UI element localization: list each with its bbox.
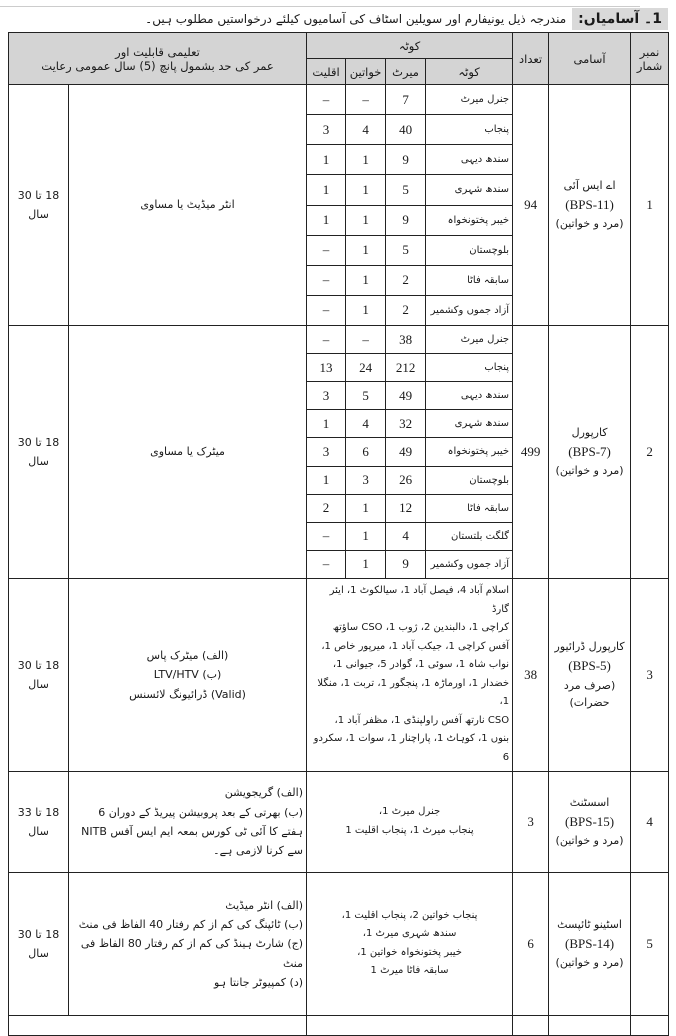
post-bps: (BPS-11) xyxy=(565,196,614,212)
women-value: 1 xyxy=(346,175,386,205)
quota-region: پنجاب xyxy=(426,115,513,145)
merit-value: 9 xyxy=(386,550,426,578)
women-value: 4 xyxy=(346,410,386,438)
header-qualification xyxy=(9,33,307,85)
quota-line: اسلام آباد 4، فیصل آباد 1، سیالکوٹ 1، ایئر گارڈ xyxy=(329,585,510,615)
post-note: (صرف مرد حضرات) xyxy=(563,678,616,710)
women-value: – xyxy=(346,326,386,354)
women-value: 1 xyxy=(346,550,386,578)
quota-region: خیبر پختونخواہ xyxy=(426,205,513,235)
merit-value: 38 xyxy=(386,326,426,354)
count-cell: 38 xyxy=(513,578,549,771)
quota-line: جنرل میرٹ 1، xyxy=(378,806,441,818)
quota-text xyxy=(307,771,513,872)
qualification-cell xyxy=(69,872,307,1015)
quota-region: پنجاب xyxy=(426,354,513,382)
quota-line: CSO نارتھ آفس راولپنڈی 1، مظفر آباد 1، xyxy=(334,714,510,726)
table-row xyxy=(9,578,669,771)
post-cell xyxy=(549,771,631,872)
qualification-line: (ب) بھرتی کے بعد پروبیشن پیریڈ کے دوران 6 xyxy=(98,805,304,819)
merit-value: 5 xyxy=(386,235,426,265)
women-value: 1 xyxy=(346,265,386,295)
post-cell xyxy=(549,85,631,326)
section-heading xyxy=(145,8,668,30)
merit-value: 2 xyxy=(386,265,426,295)
post-bps: (BPS-5) xyxy=(568,657,611,673)
section-text: مندرجہ ذیل یونیفارم اور سویلین اسٹاف کی آسامیوں کیلئے درخواستیں مطلوب ہیں۔ xyxy=(145,12,567,26)
post-title: اے ایس آئی xyxy=(563,179,616,192)
merit-value: 32 xyxy=(386,410,426,438)
minority-value: – xyxy=(307,85,346,115)
empty-cell xyxy=(549,1015,631,1035)
table-row xyxy=(9,872,669,1015)
qualification-line: (الف) انٹر میڈیٹ xyxy=(225,898,304,912)
merit-value: 26 xyxy=(386,466,426,494)
serial-cell: 4 xyxy=(631,771,669,872)
quota-region: سابقہ فاٹا xyxy=(426,265,513,295)
serial-cell: 5 xyxy=(631,872,669,1015)
minority-value: 1 xyxy=(307,466,346,494)
merit-value: 5 xyxy=(386,175,426,205)
women-value: 24 xyxy=(346,354,386,382)
qualification-line: (ج) شارٹ ہینڈ کی کم از کم رفتار 80 الفاظ فی منٹ xyxy=(80,937,304,970)
minority-value: 1 xyxy=(307,145,346,175)
women-value: 1 xyxy=(346,145,386,175)
quota-line: نواب شاہ 1، سوئی 1، گوادر 5، جیوانی 1، xyxy=(332,659,510,671)
post-bps: (BPS-7) xyxy=(568,443,611,459)
age-limit-cell: 18 تا 30 سال xyxy=(9,326,69,579)
empty-cell xyxy=(9,1015,307,1035)
table-row xyxy=(9,771,669,872)
post-title: اسٹینو ٹائپسٹ xyxy=(557,917,622,931)
count-cell: 499 xyxy=(513,326,549,579)
header-quota-group: کوٹہ xyxy=(307,33,513,59)
age-limit-cell: 18 تا 30 سال xyxy=(9,85,69,326)
merit-value: 9 xyxy=(386,205,426,235)
women-value: – xyxy=(346,85,386,115)
qualification-line: سے کرنا لازمی ہے۔ xyxy=(213,844,304,858)
quota-line: آفس کراچی 1، جیکب آباد 1، میرپور خاص 1، xyxy=(321,640,510,652)
minority-value: 1 xyxy=(307,205,346,235)
minority-value: 3 xyxy=(307,438,346,466)
minority-value: – xyxy=(307,522,346,550)
quota-region: سابقہ فاٹا xyxy=(426,494,513,522)
header-count: تعداد xyxy=(513,33,549,85)
merit-value: 49 xyxy=(386,382,426,410)
qualification-line: (ب) LTV/HTV xyxy=(153,668,222,682)
post-cell xyxy=(549,326,631,579)
count-cell: 94 xyxy=(513,85,549,326)
top-rule xyxy=(0,6,640,7)
qualification-cell xyxy=(69,578,307,771)
minority-value: 1 xyxy=(307,175,346,205)
minority-value: – xyxy=(307,550,346,578)
quota-region: بلوچستان xyxy=(426,466,513,494)
minority-value: 1 xyxy=(307,410,346,438)
quota-region: آزاد جموں وکشمیر xyxy=(426,295,513,325)
post-bps: (BPS-14) xyxy=(564,935,615,951)
merit-value: 2 xyxy=(386,295,426,325)
age-limit-cell: 18 تا 30 سال xyxy=(9,872,69,1015)
quota-line: پنجاب خواتین 2، پنجاب اقلیت 1، xyxy=(341,909,478,921)
quota-region: جنرل میرٹ xyxy=(426,85,513,115)
quota-region: بلوچستان xyxy=(426,235,513,265)
merit-value: 4 xyxy=(386,522,426,550)
post-title: کارپورل xyxy=(571,426,608,439)
quota-line: خیبر پختونخواہ خواتین 1، xyxy=(357,946,462,958)
post-note: (مرد و خواتین) xyxy=(555,956,624,970)
merit-value: 212 xyxy=(386,354,426,382)
minority-value: 2 xyxy=(307,494,346,522)
header-serial: نمبر شمار xyxy=(631,33,669,85)
minority-value: – xyxy=(307,235,346,265)
post-cell xyxy=(549,872,631,1015)
empty-cell xyxy=(307,1015,513,1035)
minority-value: – xyxy=(307,326,346,354)
qualification-line: (Valid) ڈرائیونگ لائسنس xyxy=(129,687,246,701)
quota-line: سابقہ فاٹا میرٹ 1 xyxy=(370,965,449,977)
women-value: 1 xyxy=(346,235,386,265)
merit-value: 9 xyxy=(386,145,426,175)
qualification-line: (الف) گریجویشن xyxy=(224,786,304,800)
women-value: 1 xyxy=(346,494,386,522)
quota-line: پنجاب میرٹ 1، پنجاب اقلیت 1 xyxy=(345,824,474,836)
header-post: آسامی xyxy=(549,33,631,85)
quota-region: سندھ شہری xyxy=(426,175,513,205)
qualification-line: (د) کمپیوٹر جانتا ہو xyxy=(213,975,304,989)
vacancies-table xyxy=(8,32,669,1036)
quota-region: سندھ دیہی xyxy=(426,145,513,175)
quota-text xyxy=(307,578,513,771)
empty-cell xyxy=(631,1015,669,1035)
women-value: 1 xyxy=(346,295,386,325)
qualification-cell: میٹرک یا مساوی xyxy=(69,326,307,579)
serial-cell: 2 xyxy=(631,326,669,579)
header-minority: اقلیت xyxy=(307,59,346,85)
qualification-line: ہفتے کا آئی ٹی کورس بمعہ ایم ایس آفس NITB xyxy=(81,824,304,838)
women-value: 3 xyxy=(346,466,386,494)
table-row xyxy=(9,326,669,354)
minority-value: – xyxy=(307,265,346,295)
quota-line: سندھ شہری میرٹ 1، xyxy=(362,928,457,940)
merit-value: 12 xyxy=(386,494,426,522)
post-note: (مرد و خواتین) xyxy=(555,464,624,478)
table-row xyxy=(9,85,669,115)
quota-region: جنرل میرٹ xyxy=(426,326,513,354)
merit-value: 40 xyxy=(386,115,426,145)
quota-region: گلگت بلتستان xyxy=(426,522,513,550)
women-value: 1 xyxy=(346,205,386,235)
section-label: 1۔ آسامیاں: xyxy=(572,8,668,30)
header-qual-line2: عمر کی حد بشمول پانچ (5) سال عمومی رعایت xyxy=(41,58,274,73)
table-row-partial xyxy=(9,1015,669,1035)
post-title: اسسٹنٹ xyxy=(569,795,610,809)
quota-region: سندھ شہری xyxy=(426,410,513,438)
quota-line: بنوں 1، کوہاٹ 1، پاراچنار 1، سوات 1، سکردو 6 xyxy=(313,733,510,763)
merit-value: 7 xyxy=(386,85,426,115)
minority-value: 3 xyxy=(307,382,346,410)
women-value: 6 xyxy=(346,438,386,466)
qualification-cell xyxy=(69,771,307,872)
post-note: (مرد و خواتین) xyxy=(555,217,624,231)
merit-value: 49 xyxy=(386,438,426,466)
count-cell: 6 xyxy=(513,872,549,1015)
quota-line: کراچی 1، دالبندین 2، ژوب 1، CSO ساؤتھ xyxy=(332,622,510,634)
header-women: خواتین xyxy=(346,59,386,85)
qualification-line: (ب) ٹائپنگ کی کم از کم رفتار 40 الفاظ فی منٹ xyxy=(78,918,304,932)
minority-value: – xyxy=(307,295,346,325)
post-cell xyxy=(549,578,631,771)
minority-value: 13 xyxy=(307,354,346,382)
post-title: کارپورل ڈرائیور xyxy=(554,640,625,654)
qualification-cell: انٹر میڈیٹ یا مساوی xyxy=(69,85,307,326)
empty-cell xyxy=(513,1015,549,1035)
women-value: 1 xyxy=(346,522,386,550)
quota-text xyxy=(307,872,513,1015)
age-limit-cell: 18 تا 33 سال xyxy=(9,771,69,872)
qualification-line: (الف) میٹرک پاس xyxy=(146,649,229,663)
women-value: 5 xyxy=(346,382,386,410)
serial-cell: 3 xyxy=(631,578,669,771)
minority-value: 3 xyxy=(307,115,346,145)
header-quota: کوٹہ xyxy=(426,59,513,85)
quota-region: سندھ دیہی xyxy=(426,382,513,410)
post-bps: (BPS-15) xyxy=(564,813,615,829)
women-value: 4 xyxy=(346,115,386,145)
header-qual-line1: تعلیمی قابلیت اور xyxy=(115,44,200,59)
quota-region: خیبر پختونخواہ xyxy=(426,438,513,466)
post-note: (مرد و خواتین) xyxy=(555,834,624,848)
header-merit: میرٹ xyxy=(386,59,426,85)
serial-cell: 1 xyxy=(631,85,669,326)
quota-region: آزاد جموں وکشمیر xyxy=(426,550,513,578)
age-limit-cell: 18 تا 30 سال xyxy=(9,578,69,771)
count-cell: 3 xyxy=(513,771,549,872)
quota-line: خضدار 1، اورماڑہ 1، پنجگور 1، تربت 1، منگلا 1، xyxy=(317,677,510,708)
